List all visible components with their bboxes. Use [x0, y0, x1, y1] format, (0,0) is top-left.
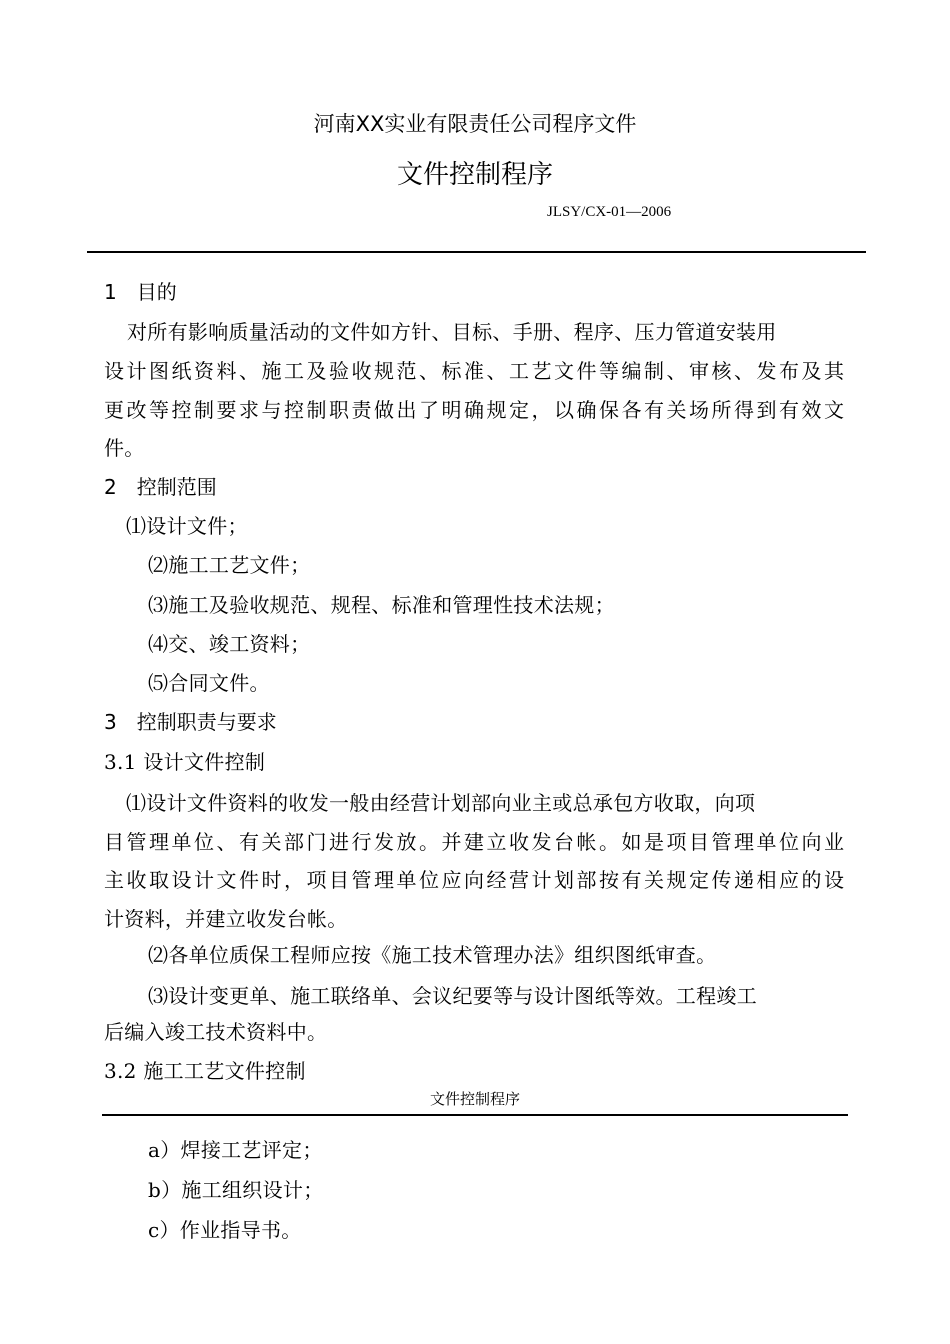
design-change-line-1: ⑶设计变更单、施工联络单、会议纪要等与设计图纸等效。工程竣工 [148, 984, 757, 1008]
header-divider [87, 251, 866, 253]
drawing-review-line: ⑵各单位质保工程师应按《施工技术管理办法》组织图纸审查。 [148, 943, 717, 967]
scope-item-2: ⑵施工工艺文件； [148, 553, 311, 577]
page-footer-title: 文件控制程序 [429, 1090, 520, 1108]
design-doc-line-1: ⑴设计文件资料的收发一般由经营计划部向业主或总承包方收取，向项 [126, 791, 756, 815]
section-1-line-4: 件。 [104, 436, 145, 460]
document-number: JLSY/CX-01—2006 [547, 204, 672, 220]
company-header: 河南XX实业有限责任公司程序文件 [313, 112, 637, 136]
section-2-heading: 2 控制范围 [104, 475, 217, 499]
scope-item-1: ⑴设计文件； [126, 514, 248, 538]
scope-item-4: ⑷交、竣工资料； [148, 632, 311, 656]
scope-item-3: ⑶施工及验收规范、规程、标准和管理性技术法规； [148, 593, 615, 617]
design-change-line-2: 后编入竣工技术资料中。 [104, 1020, 328, 1044]
section-1-heading: 1 目的 [104, 280, 177, 304]
subsection-3-1-heading: 3.1 设计文件控制 [104, 750, 266, 774]
section-1-line-2: 设计图纸资料、施工及验收规范、标准、工艺文件等编制、审核、发布及其 [104, 359, 844, 383]
section-3-heading: 3 控制职责与要求 [104, 710, 277, 734]
process-doc-item-c: c）作业指导书。 [148, 1218, 302, 1242]
subsection-3-2-heading: 3.2 施工工艺文件控制 [104, 1059, 306, 1083]
design-doc-line-4: 计资料，并建立收发台帐。 [104, 907, 348, 931]
process-doc-item-a: a）焊接工艺评定； [148, 1138, 323, 1162]
process-doc-item-b: b）施工组织设计； [148, 1178, 324, 1202]
design-doc-line-2: 目管理单位、有关部门进行发放。并建立收发台帐。如是项目管理单位向业 [104, 830, 844, 854]
design-doc-line-3: 主收取设计文件时，项目管理单位应向经营计划部按有关规定传递相应的设 [104, 868, 844, 892]
document-title: 文件控制程序 [396, 160, 553, 190]
section-1-line-1: 对所有影响质量活动的文件如方针、目标、手册、程序、压力管道安装用 [127, 320, 777, 344]
footer-divider [102, 1114, 848, 1116]
section-1-line-3: 更改等控制要求与控制职责做出了明确规定，以确保各有关场所得到有效文 [104, 398, 844, 422]
scope-item-5: ⑸合同文件。 [148, 671, 270, 695]
